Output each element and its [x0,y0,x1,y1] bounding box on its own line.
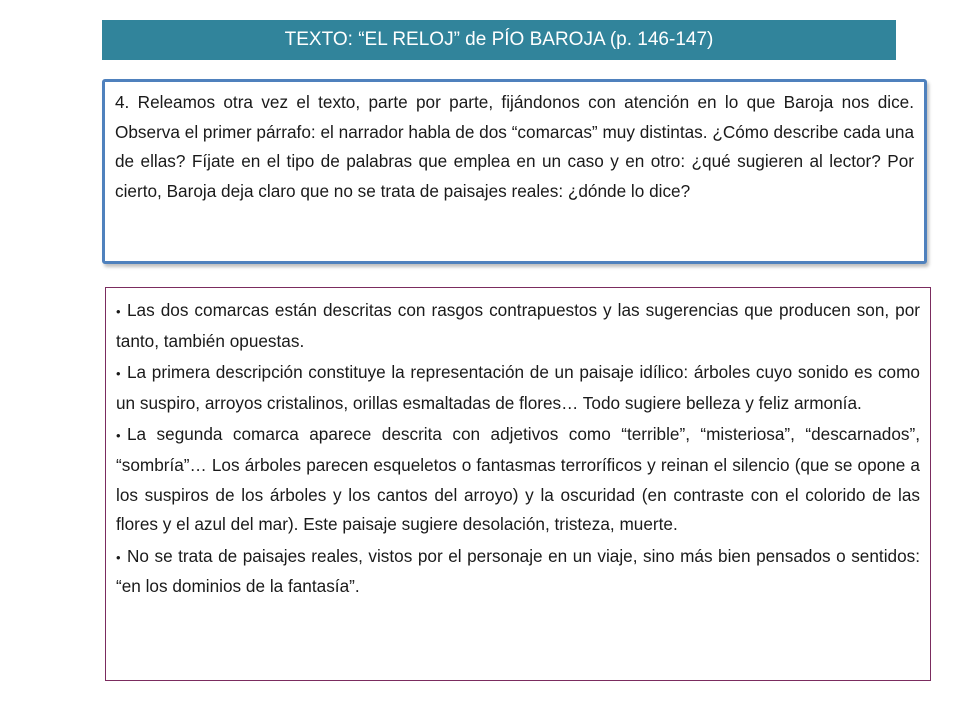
answer-text: La primera descripción constituye la representación de un paisaje idílico: árboles cuyo sonido es como un suspiro, arroyos cristalinos, orillas esmaltadas de flores… Todo sugiere belleza y feliz armonía. [116,362,920,413]
answer-text: La segunda comarca aparece descrita con adjetivos como “terrible”, “misteriosa”, “descarnados”, “sombría”… Los árboles parecen esqueletos o fantasmas terroríficos y reinan el silencio (que se opone a los suspiros de los árboles y los cantos del arroyo) y la oscuridad (en contraste con el colorido de las flores y el azul del mar). Este paisaje sugiere desolación, tristeza, muerte. [116,424,920,535]
question-text: 4. Releamos otra vez el texto, parte por parte, fijándonos con atención en lo que Baroja nos dice. Observa el primer párrafo: el narrador habla de dos “comarcas” muy distintas. ¿Cómo describe cada una de ellas? Fíjate en el tipo de palabras que emplea en un caso y en otro: ¿qué sugieren al lector? Por cierto, Baroja deja claro que no se trata de paisajes reales: ¿dónde lo dice? [115,92,914,201]
answer-text: Las dos comarcas están descritas con rasgos contrapuestos y las sugerencias que producen son, por tanto, también opuestas. [116,300,920,351]
bullet-icon: • [116,304,121,319]
answer-item [116,296,920,356]
question-box [102,79,927,264]
answer-item [116,420,920,539]
slide-title [102,20,896,60]
bullet-icon: • [116,428,121,444]
slide-title-text: TEXTO: “EL RELOJ” de PÍO BAROJA (p. 146-147) [284,29,714,50]
answer-list [116,296,920,602]
answer-item [116,542,920,602]
answer-box [105,287,931,681]
bullet-icon: • [116,549,121,565]
bullet-icon: • [116,366,121,382]
answer-text: No se trata de paisajes reales, vistos por el personaje en un viaje, sino más bien pensados o sentidos: “en los dominios de la fantasía”. [116,545,920,597]
answer-item [116,358,920,418]
